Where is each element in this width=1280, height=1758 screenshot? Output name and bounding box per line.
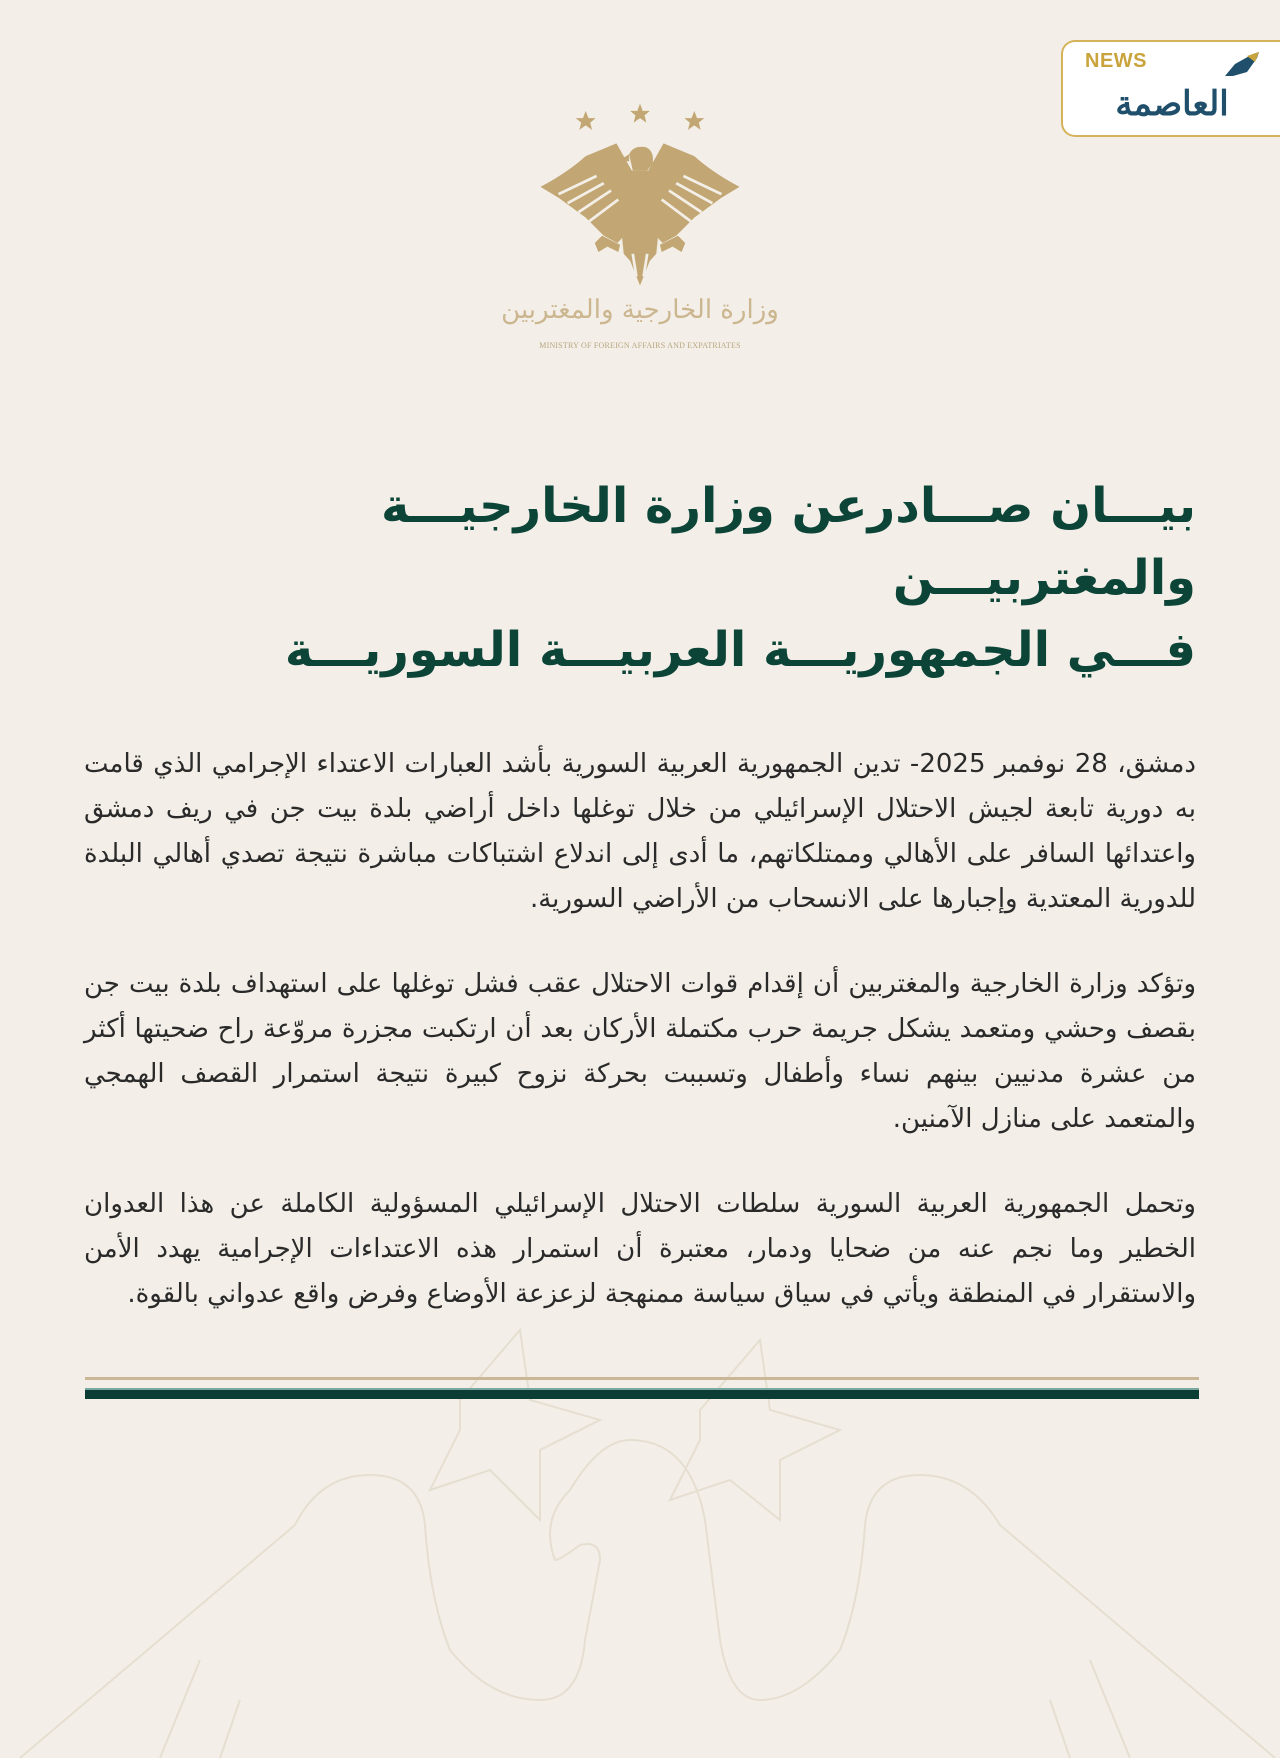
- footer-divider: [85, 1377, 1199, 1380]
- fountain-pen-icon: [1223, 50, 1263, 78]
- footer: [85, 1377, 1199, 1399]
- statement-title: [84, 470, 1196, 686]
- footer-bar: [85, 1388, 1199, 1399]
- brand-latin: NEWS: [1085, 50, 1147, 72]
- statement-paragraph-3: وتحمل الجمهورية العربية السورية سلطات الاحتلال الإسرائيلي المسؤولية الكاملة عن هذا العدوان الخطير وما نجم عنه من ضحايا ودمار، معتبرة أن استمرار هذه الاعتداءات الإجرامية يهدد الأمن والاستقرار في المنطقة ويأتي في سياق سياسة ممنهجة لزعزعة الأوضاع وفرض واقع عدواني بالقوة.: [84, 1189, 1196, 1309]
- brand-arabic: العاصمة: [1115, 84, 1229, 124]
- title-line-1: بيـــان صـــادرعن وزارة الخارجيـــة والمغتربيـــن: [381, 478, 1196, 606]
- statement-paragraph-1: دمشق، 28 نوفمبر 2025- تدين الجمهورية العربية السورية بأشد العبارات الاعتداء الإجرامي الذي قامت به دورية تابعة لجيش الاحتلال الإسرائيلي من خلال توغلها داخل أراضي بلدة بيت جن في ريف دمشق واعتدائها السافر على الأهالي وممتلكاتهم، ما أدى إلى اندلاع اشتباكات مباشرة نتيجة تصدي أهالي البلدة للدورية المعتدية وإجبارها على الانسحاب من الأراضي السورية.: [84, 749, 1196, 914]
- news-brand-logo: [1061, 40, 1280, 137]
- statement-paragraph-2: وتؤكد وزارة الخارجية والمغتربين أن إقدام قوات الاحتلال عقب فشل توغلها على استهداف بلدة بيت جن بقصف وحشي ومتعمد يشكل جريمة حرب مكتملة الأركان بعد أن ارتكبت مجزرة مروّعة راح ضحيتها أكثر من عشرة مدنيين بينهم نساء وأطفال وتسببت بحركة نزوح كبيرة نتيجة استمرار القصف الهمجي والمتعمد على منازل الآمنين.: [84, 969, 1196, 1134]
- statement-content: [84, 0, 1196, 1317]
- ministry-name-english: MINISTRY OF FOREIGN AFFAIRS AND EXPATRIATES: [539, 341, 741, 350]
- title-line-2: فـــي الجمهوريـــة العربيـــة السوريـــة: [284, 622, 1196, 678]
- ministry-name-arabic: وزارة الخارجية والمغتربين: [501, 295, 779, 325]
